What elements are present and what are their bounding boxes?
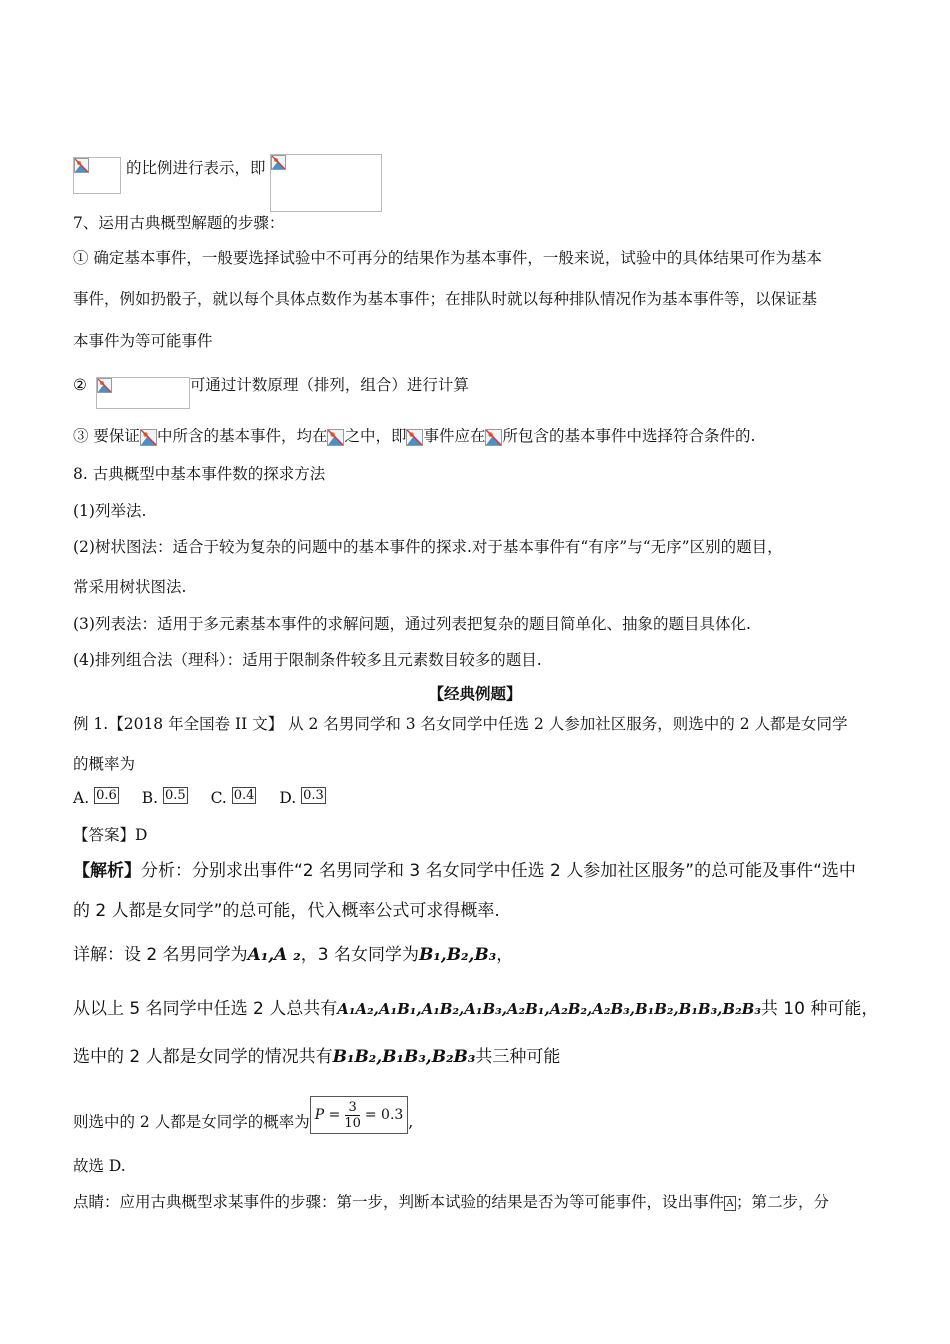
female-cases-line: 选中的 2 人都是女同学的情况共有B₁B₂,B₁B₃,B₂B₃共三种可能: [73, 1047, 561, 1067]
step7-s3-d: 事件应在: [423, 427, 486, 445]
step8-m1: (1)列举法.: [73, 502, 147, 520]
broken-image-icon: [271, 155, 286, 170]
option-d-value: 0.3: [303, 788, 324, 803]
step7-s3-c: 之中，即: [344, 427, 407, 445]
broken-image-icon: [74, 158, 89, 173]
option-c: C. 0.4: [210, 788, 255, 807]
option-b: B. 0.5: [141, 788, 186, 807]
probability-text: 则选中的 2 人都是女同学的概率为: [73, 1113, 310, 1131]
step8-m2-line2: 常采用树状图法.: [73, 578, 187, 596]
step8-m3: (3)列表法：适用于多元素基本事件的求解问题，通过列表把复杂的题目简单化、抽象的题目具体化.: [73, 615, 751, 633]
formula-image-placeholder: [270, 154, 382, 212]
step8-m2-line1: (2)树状图法：适合于较为复杂的问题中的基本事件的探求.对于基本事件有“有序”与“无序”区别的题目，: [73, 538, 783, 556]
broken-image-icon: [406, 429, 423, 446]
step8-m4: (4)排列组合法（理科）：适用于限制条件较多且元素数目较多的题目.: [73, 651, 542, 669]
option-d: D. 0.3: [279, 788, 324, 807]
broken-image-placeholder: [96, 377, 190, 409]
math-female-cases: B₁B₂,B₁B₃,B₂B₃: [332, 1047, 476, 1067]
broken-image-icon: [140, 429, 157, 446]
analysis-tag: 【解析】: [73, 861, 141, 881]
step7-s3-b: 中所含的基本事件，均在: [156, 427, 328, 445]
intro-text: 的比例进行表示，即: [125, 159, 266, 177]
analysis-line2: 的 2 人都是女同学”的总可能，代入概率公式可求得概率.: [73, 901, 500, 921]
detail-line: 详解：设 2 名男同学为A₁,A ₂，3 名女同学为B₁,B₂,B₃，: [73, 945, 514, 965]
step7-s1-line2: 事件，例如扔骰子，就以每个具体点数作为基本事件；在排队时就以每种排队情况作为基本事件等，以保证基: [73, 290, 818, 308]
math-male: A₁,A ₂: [247, 945, 301, 965]
comment-line: 点睛：应用古典概型求某事件的步骤：第一步，判断本试验的结果是否为等可能事件，设出事件 A ；第二步，分: [73, 1193, 830, 1211]
intro-line: [73, 140, 382, 198]
probability-formula: P = $\frac{3}{10}$ = 0.3: [310, 1096, 409, 1134]
step7-title: 7、运用古典概型解题的步骤：: [73, 214, 285, 232]
answer: 【答案】D: [73, 826, 148, 844]
analysis-line1: [73, 860, 856, 882]
example-options: [73, 787, 344, 809]
broken-image-icon: [327, 429, 344, 446]
step8-title: 8. 古典概型中基本事件数的探求方法: [73, 465, 326, 483]
all-cases-line: 从以上 5 名同学中任选 2 人总共有A₁A₂,A₁B₁,A₁B₂,A₁B₃,A₂B₁,A₂B₂,A₂B₃,B₁B₂,B₁B₃,B₂B₃共 10 种可能，: [73, 999, 879, 1019]
section-title: 【经典例题】: [428, 684, 522, 703]
step7-s2: [73, 370, 469, 402]
option-a-value: 0.6: [96, 788, 117, 803]
step7-s1-line1: ① 确定基本事件，一般要选择试验中不可再分的结果作为基本事件，一般来说，试验中的具体结果可作为基本: [73, 249, 822, 267]
broken-image-placeholder: [73, 157, 121, 194]
choose-line: 故选 D.: [73, 1157, 126, 1175]
probability-line: 则选中的 2 人都是女同学的概率为 P = $\frac{3}{10}$ = 0.3 ,: [73, 1104, 413, 1142]
event-a-box: A: [724, 1196, 736, 1211]
step7-s3-e: 所包含的基本事件中选择符合条件的.: [502, 427, 756, 445]
math-female: B₁,B₂,B₃: [418, 945, 497, 965]
step7-s3-a: ③ 要保证: [73, 427, 140, 445]
example-question-line2: 的概率为: [73, 755, 136, 773]
broken-image-icon: [485, 429, 502, 446]
broken-image-icon: [97, 378, 112, 393]
step7-s2-prefix: ②: [73, 376, 87, 394]
step7-s2-text: 可通过计数原理（排列，组合）进行计算: [189, 376, 469, 394]
math-all-cases: A₁A₂,A₁B₁,A₁B₂,A₁B₃,A₂B₁,A₂B₂,A₂B₃,B₁B₂,B₁B₃,B₂B₃: [337, 1000, 761, 1018]
option-c-value: 0.4: [233, 788, 255, 803]
option-b-value: 0.5: [164, 788, 186, 803]
step7-s1-line3: 本事件为等可能事件: [73, 332, 213, 350]
comment-text: 点睛：应用古典概型求某事件的步骤：第一步，判断本试验的结果是否为等可能事件，设出事件: [73, 1193, 725, 1211]
step7-s3: [73, 425, 755, 447]
analysis-line1-text: 分析：分别求出事件“2 名男同学和 3 名女同学中任选 2 人参加社区服务”的总可能及事件“选中: [141, 861, 856, 881]
option-a: A. 0.6: [73, 788, 117, 807]
example-question-line1: 例 1.【2018 年全国卷 II 文】 从 2 名男同学和 3 名女同学中任选 2 人参加社区服务，则选中的 2 人都是女同学: [73, 715, 848, 733]
